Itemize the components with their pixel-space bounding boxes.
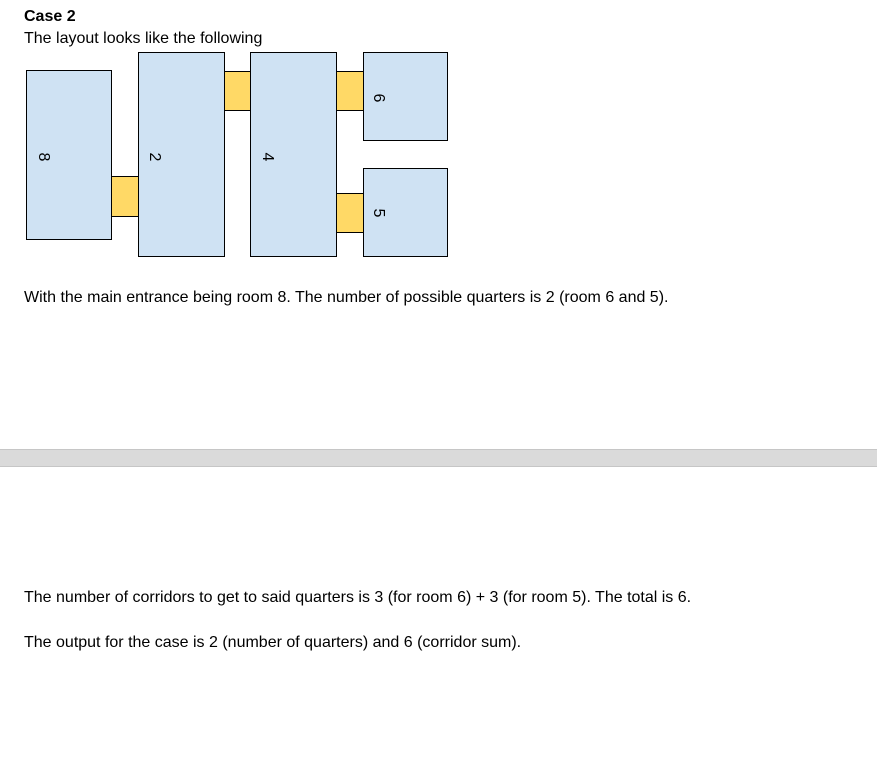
corridor-8-2 <box>111 176 139 217</box>
room-8-label: 8 <box>35 152 52 162</box>
room-5-label: 5 <box>370 208 387 218</box>
corridor-4-5 <box>336 193 364 233</box>
room-layout-diagram <box>0 0 877 270</box>
entrance-paragraph: With the main entrance being room 8. The number of possible quarters is 2 (room 6 and 5). <box>24 289 669 306</box>
page-break-divider <box>0 449 877 467</box>
corridor-2-4 <box>224 71 251 111</box>
corridor-4-6 <box>336 71 364 111</box>
room-4-label: 4 <box>259 152 276 162</box>
layout-intro: The layout looks like the following <box>24 30 263 47</box>
room-6-label: 6 <box>370 93 387 103</box>
case-heading: Case 2 <box>24 8 76 25</box>
corridor-paragraph: The number of corridors to get to said quarters is 3 (for room 6) + 3 (for room 5). The total is 6. <box>24 589 692 606</box>
room-2-label: 2 <box>146 152 163 162</box>
output-paragraph: The output for the case is 2 (number of quarters) and 6 (corridor sum). <box>24 634 522 651</box>
